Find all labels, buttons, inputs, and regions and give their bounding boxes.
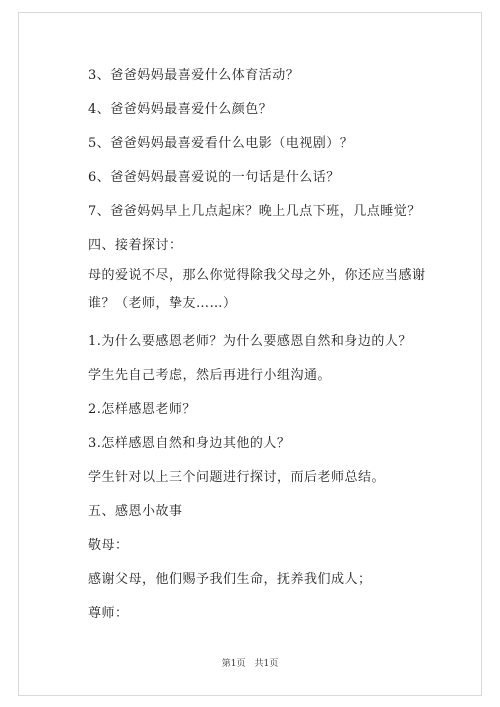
question-6: 6、爸爸妈妈最喜爱说的一句话是什么话？ bbox=[88, 170, 340, 185]
subheading-respect-mother: 敬母： bbox=[88, 538, 129, 553]
paragraph-gratitude: 母的爱说不尽，那么你觉得除我父母之外，你还应当感谢谁？（老师，挚友……） bbox=[88, 268, 426, 311]
instruction-line-2: 学生针对以上三个问题进行探讨，而后老师总结。 bbox=[88, 470, 386, 485]
discussion-question-2: 2.怎样感恩老师？ bbox=[88, 402, 196, 417]
question-5: 5、爸爸妈妈最喜爱看什么电影（电视剧）？ bbox=[88, 136, 354, 151]
page-footer: 第1页 共1页 bbox=[221, 659, 279, 669]
question-7: 7、爸爸妈妈早上几点起床？晚上几点下班，几点睡觉？ bbox=[88, 204, 421, 219]
question-4: 4、爸爸妈妈最喜爱什么颜色？ bbox=[88, 102, 273, 117]
paragraph-thank-parents: 感谢父母，他们赐予我们生命，抚养我们成人； bbox=[88, 572, 372, 587]
section-heading-5: 五、感恩小故事 bbox=[88, 504, 183, 519]
instruction-line-1: 学生先自己考虑，然后再进行小组沟通。 bbox=[88, 368, 332, 383]
discussion-question-3: 3.怎样感恩自然和身边其他的人？ bbox=[88, 436, 291, 451]
discussion-question-1: 1.为什么要感恩老师？为什么要感恩自然和身边的人？ bbox=[88, 334, 412, 349]
question-3: 3、爸爸妈妈最喜爱什么体育活动？ bbox=[88, 68, 300, 83]
section-heading-4: 四、接着探讨： bbox=[88, 238, 183, 253]
subheading-respect-teacher: 尊师： bbox=[88, 606, 129, 621]
